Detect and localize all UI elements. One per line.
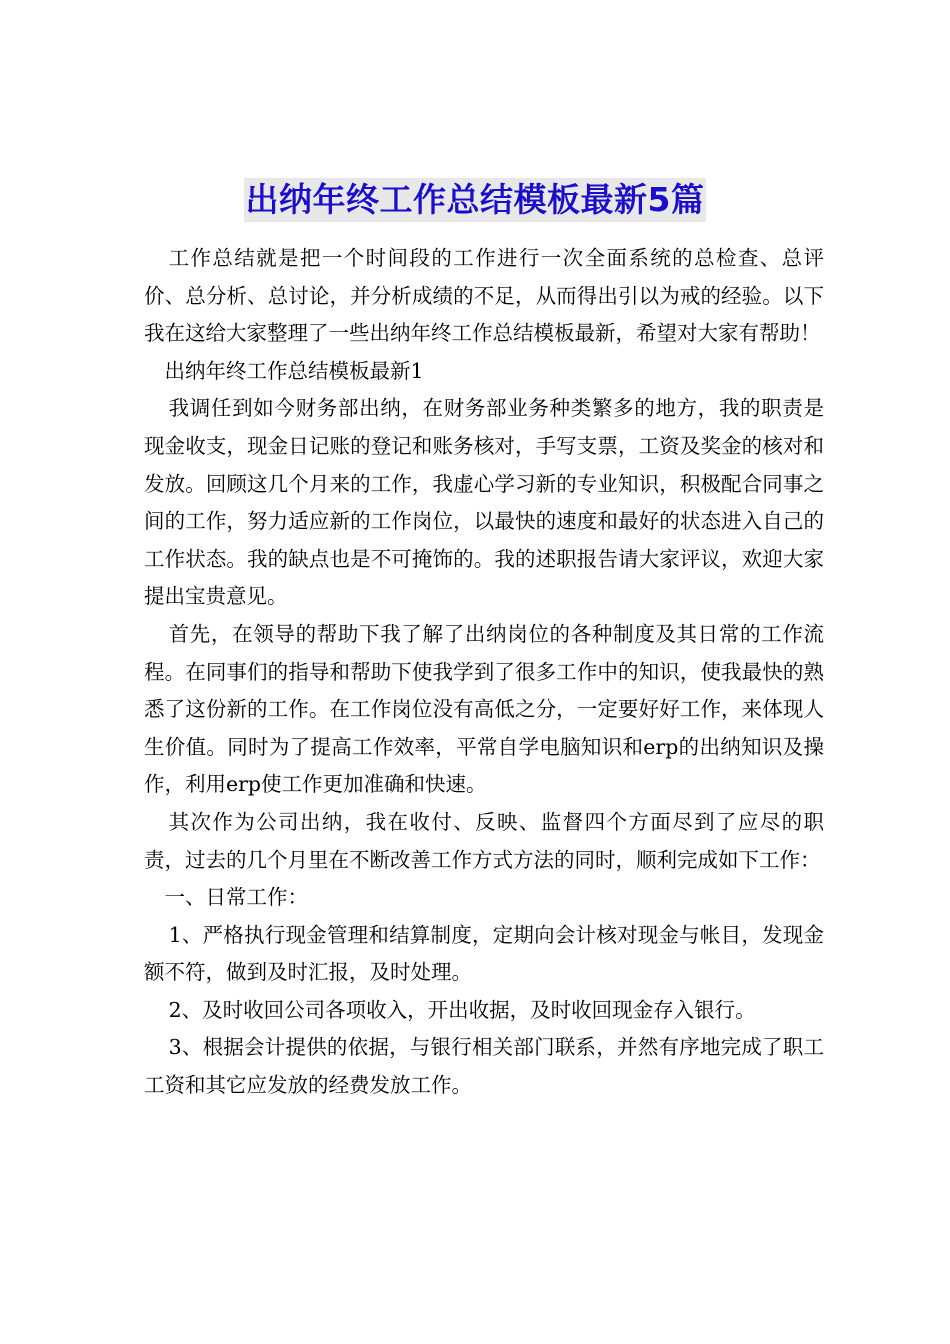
list-heading: 一、日常工作： — [164, 885, 308, 910]
document-body — [144, 240, 824, 1105]
title-container — [0, 178, 950, 222]
list-item: 2、及时收回公司各项收入，开出收据，及时收回现金存入银行。 — [168, 997, 756, 1022]
body-paragraph: 我调任到如今财务部出纳，在财务部业务种类繁多的地方，我的职责是现金收支，现金日记账的登记和账务核对，手写支票，工资及奖金的核对和发放。回顾这几个月来的工作，我虚心学习新的专业知识，积极配合同事之间的工作，努力适应新的工作岗位，以最快的速度和最好的状态进入自己的工作状态。我的缺点也是不可掩饰的。我的述职报告请大家评议，欢迎大家提出宝贵意见。 — [144, 396, 824, 609]
body-paragraph: 其次作为公司出纳，我在收付、反映、监督四个方面尽到了应尽的职责，过去的几个月里在不断改善工作方式方法的同时，顺利完成如下工作： — [144, 809, 824, 872]
list-item: 1、严格执行现金管理和结算制度，定期向会计核对现金与帐目，发现金额不符，做到及时汇报，及时处理。 — [144, 922, 824, 985]
document-title: 出纳年终工作总结模板最新5篇 — [244, 178, 707, 222]
section-heading: 出纳年终工作总结模板最新1 — [164, 358, 424, 383]
intro-paragraph: 工作总结就是把一个时间段的工作进行一次全面系统的总检查、总评价、总分析、总讨论，并分析成绩的不足，从而得出引以为戒的经验。以下我在这给大家整理了一些出纳年终工作总结模板最新，希望对大家有帮助！ — [144, 246, 824, 346]
list-item: 3、根据会计提供的依据，与银行相关部门联系，并然有序地完成了职工工资和其它应发放的经费发放工作。 — [144, 1035, 824, 1098]
body-paragraph: 首先，在领导的帮助下我了解了出纳岗位的各种制度及其日常的工作流程。在同事们的指导和帮助下使我学到了很多工作中的知识，使我最快的熟悉了这份新的工作。在工作岗位没有高低之分，一定要好好工作，来体现人生价值。同时为了提高工作效率，平常自学电脑知识和erp的出纳知识及操作，利用erp使工作更加准确和快速。 — [144, 621, 824, 797]
